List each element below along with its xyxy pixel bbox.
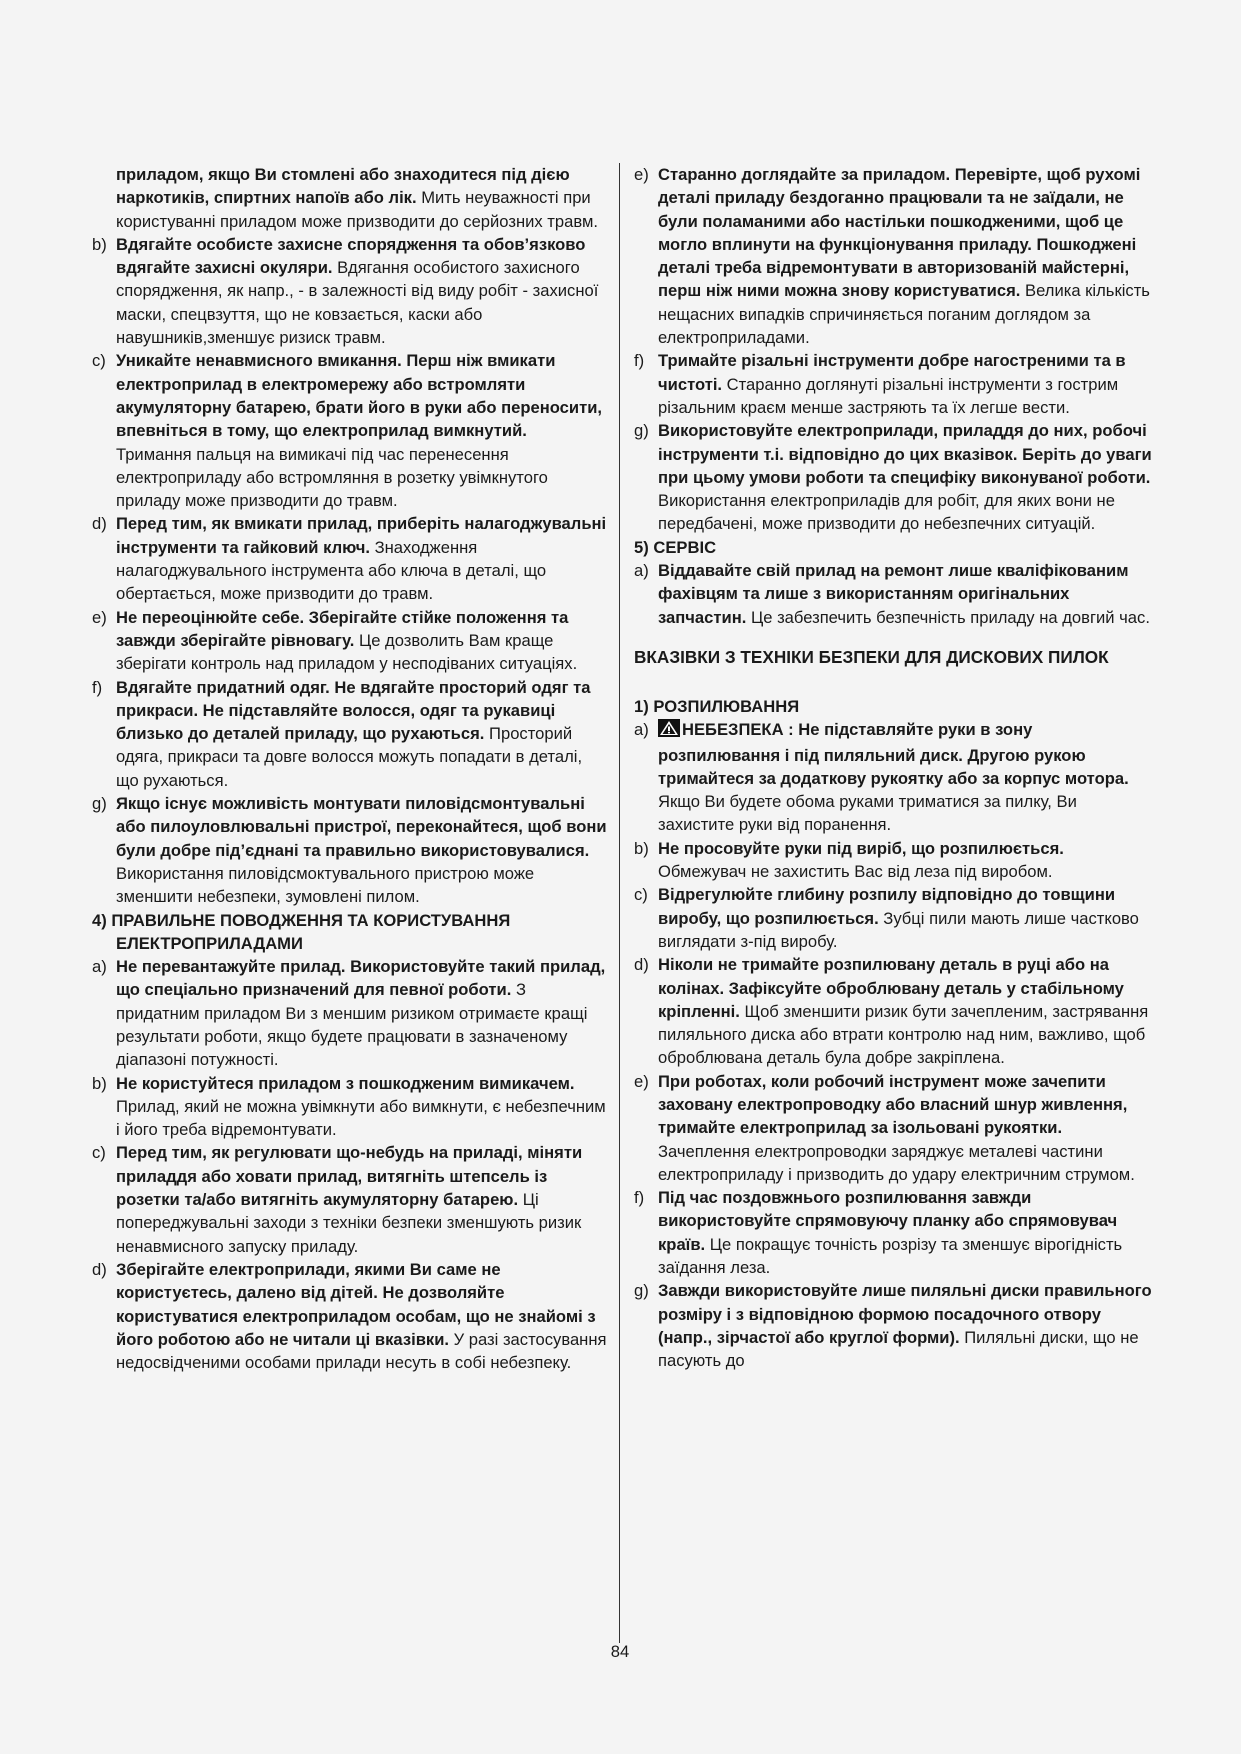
list-item (634, 1279, 1154, 1372)
list-item (634, 349, 1154, 419)
item-bold-text: При роботах, коли робочий інструмент може зачепити заховану електропроводку або власний шнур живлення, тримайте електроприлад за ізольовані рукоятки. (658, 1071, 1128, 1138)
item-bold-text: Зберігайте електроприлади, якими Ви саме не користуєтесь, далено від дітей. Не дозволяйте користуватися електроприладом особам, що не знайомі з його роботою або не читали ці вказівки. (116, 1259, 596, 1349)
item-text: Зачеплення електропроводки заряджує металеві частини електроприладу і призводить до удару електричним струмом. (658, 1141, 1135, 1184)
item-text: Обмежувач не захистить Вас від леза під виробом. (658, 862, 1053, 882)
list-item (634, 837, 1154, 884)
item-bold-text: Завжди використовуйте лише пиляльні диски правильного розміру і з відповідною формою посадочного отвору (напр., зірчастої або круглої форми). (658, 1281, 1152, 1347)
item-text: У разі застосування недосвідченими особами прилади несуть в собі небезпеку. (116, 1329, 607, 1373)
item-text: Вдягання особистого захисного спорядження, як напр., - в залежності від виду робіт - захисної маски, спецвзуття, що не ковзається, каски або навушників,зменшує ризиск травм. (116, 258, 599, 348)
item-text: Щоб зменшити ризик бути зачепленим, застрявання пиляльного диска або втрати контролю над ним, важливо, щоб оброблювана деталь була добре закріплена. (658, 1001, 1149, 1068)
item-letter: e) (634, 165, 649, 184)
item-bold-text: Не перевантажуйте прилад. Використовуйте такий прилад, що спеціально призначений для певної роботи. (116, 957, 606, 1000)
item-text: Зубці пили мають лише частково виглядати з-під виробу. (658, 908, 1139, 951)
item-bold-text: Перед тим, як регулювати що-небудь на приладі, міняти приладдя або ховати прилад, витягніть штепсель із розетки та/або витягніть акумуляторну батарею. (116, 1143, 583, 1210)
item-text: Використання пиловідсмоктувального пристрою може зменшити небезпеки, зумовлені пилом. (116, 863, 535, 907)
list-item (634, 1186, 1154, 1279)
saw-safety-heading: ВКАЗІВКИ З ТЕХНІКИ БЕЗПЕКИ ДЛЯ ДИСКОВИХ ПИЛОК (634, 646, 1109, 667)
right-column (634, 163, 1154, 1373)
warning-label: НЕБЕЗПЕКА : (682, 720, 794, 740)
item-letter: b) (634, 838, 649, 858)
list-item (92, 955, 607, 1071)
list-item (92, 512, 607, 605)
list-item (92, 233, 607, 349)
item-text: Прилад, який не можна увімкнути або вимкнути, є небезпечним і його треба відремонтувати. (116, 1096, 606, 1140)
left-column (92, 163, 607, 1374)
item-letter: c) (92, 351, 106, 371)
item-bold-text: Під час поздовжнього розпилювання завжди використовуйте спрямовуючу планку або спрямовувач країв. (658, 1188, 1118, 1254)
section-5-heading: 5) СЕРВІС (634, 537, 717, 557)
item-letter: f) (634, 351, 645, 371)
item-letter: g) (634, 1281, 649, 1301)
item-bold-text: Старанно доглядайте за приладом. Перевірте, щоб рухомі деталі приладу бездоганно працювали та не заїдали, не були поламаними або настільки пошкодженими, щоб це могло вплинути на функціонування приладу. Пошкоджені деталі треба відремонтувати в авторизованій майстерні, перш ніж ними можна знову користуватися. (658, 165, 1141, 301)
item-letter: c) (92, 1143, 106, 1163)
item-bold-text: Якщо існує можливість монтувати пиловідсмонтувальні або пилоуловлювальні пристрої, переконайтеся, щоб вони були добре під’єднані та правильно використовувалися. (116, 794, 607, 860)
item-bold-text: Не переоцінюйте себе. Зберігайте стійке положення та завжди зберігайте рівновагу. (116, 607, 569, 650)
item-letter: f) (634, 1188, 645, 1208)
list-item (634, 559, 1154, 629)
warning-triangle-icon (658, 719, 680, 743)
item-letter: d) (92, 514, 107, 534)
item-bold-text: Віддавайте свій прилад на ремонт лише кваліфікованим фахівцям та лише з використанням оригінальних запчастин. (658, 561, 1129, 627)
item-text: Це покращує точність розрізу та зменшує вірогідність заїдання леза. (658, 1234, 1123, 1278)
item-letter: b) (92, 1073, 107, 1093)
item-bold-text: Перед тим, як вмикати прилад, приберіть налагоджувальні інструменти та гайковий ключ. (116, 514, 607, 557)
item-text: Це дозволить Вам краще зберігати контроль над приладом у несподіваних ситуаціях. (116, 630, 578, 674)
item-bold-text: Вдягайте придатний одяг. Не вдягайте просторий одяг та прикраси. Не підставляйте волосся, одяг та рукавиці близько до деталей приладу, що рухаються. (116, 677, 591, 744)
item-bold-text: Не користуйтеся приладом з пошкодженим вимикачем. (116, 1073, 575, 1093)
item-letter: c) (634, 885, 648, 905)
item-bold-text: Уникайте ненавмисного вмикання. Перш ніж вмикати електроприлад в електромережу або встромляти акумуляторну батарею, брати його в руки або переносити, впевніться в тому, що електроприлад вимкнутий. (116, 351, 603, 441)
item-text: Якщо Ви будете обома руками триматися за пилку, Ви захистите руки від поранення. (658, 792, 1077, 835)
list-item (634, 1070, 1154, 1186)
item-list-section-3 (92, 233, 607, 909)
list-item (634, 953, 1154, 1069)
list-item (92, 676, 607, 792)
item-list-section-1 (634, 837, 1154, 1373)
list-item (92, 349, 607, 512)
item-letter: a) (92, 957, 107, 977)
item-letter: d) (92, 1259, 107, 1279)
list-item (92, 792, 607, 908)
item-text: Мить неуважності при користуванні приладом може призводити до серйозних травм. (116, 188, 599, 231)
item-bold-text: приладом, якщо Ви стомлені або знаходитеся під дією наркотиків, спиртних напоїв або лік. (116, 165, 570, 208)
list-item-danger (634, 718, 1154, 836)
item-list-section-4 (92, 955, 607, 1374)
item-text: З придатним приладом Ви з меншим ризиком отримаєте кращі результати роботи, якщо будете працювати в зазначеному діапазоні потужності. (116, 980, 588, 1070)
item-bold-text: Ніколи не тримайте розпилювану деталь в руці або на колінах. Зафіксуйте оброблювану деталь у стабільному кріпленні. (658, 955, 1124, 1021)
item-text: Це забезпечить безпечність приладу на довгий час. (746, 607, 1150, 627)
item-list-section-5 (634, 559, 1154, 629)
list-item (634, 163, 1154, 349)
item-text: Велика кількість нещасних випадків спричиняється поганим доглядом за електроприладами. (658, 281, 1150, 348)
item-text: Пиляльні диски, що не пасують до (658, 1327, 1139, 1371)
item-letter: f) (92, 677, 103, 697)
item-text: Ці попереджувальні заходи з техніки безпеки зменшують ризик ненавмисного запуску приладу. (116, 1190, 582, 1256)
section-4-heading: 4) ПРАВИЛЬНЕ ПОВОДЖЕННЯ ТА КОРИСТУВАННЯ ЕЛЕКТРОПРИЛАДАМИ (92, 910, 511, 953)
item-text: Старанно доглянуті різальні інструменти з гострим різальним краєм менше застряють та їх легше вести. (658, 374, 1119, 417)
page-number: 84 (610, 1642, 630, 1661)
list-item (92, 1072, 607, 1142)
item-bold-text: Тримайте різальні інструменти добре нагостреними та в чистоті. (658, 351, 1126, 394)
list-item (92, 606, 607, 676)
item-letter: a) (634, 720, 649, 740)
list-item (92, 1258, 607, 1374)
item-bold-text: Використовуйте електроприлади, приладдя до них, робочі інструменти т.і. відповідно до цих вказівок. Беріть до уваги при цьому умови роботи та специфіку виконуваної роботи. (658, 421, 1152, 487)
item-bold-text: Не підставляйте руки в зону розпилювання і під пиляльний диск. Другою рукою тримайтеся за додаткову рукоятку або за корпус мотора. (658, 720, 1129, 788)
item-bold-text: Вдягайте особисте захисне спорядження та обов’язково вдягайте захисні окуляри. (116, 234, 586, 278)
item-text: Просторий одяга, прикраси та довге волосся можуть попадати в деталі, що рухаються. (116, 724, 583, 790)
list-item (634, 883, 1154, 953)
item-letter: g) (92, 794, 107, 814)
item-letter: g) (634, 421, 649, 441)
item-letter: e) (92, 607, 107, 627)
item-text: Використання електроприладів для робіт, для яких вони не передбачені, може призводити до небезпечних ситуацій. (658, 491, 1115, 534)
item-letter: d) (634, 955, 649, 975)
item-letter: e) (634, 1071, 649, 1091)
item-letter: b) (92, 234, 107, 254)
item-letter: a) (634, 561, 649, 581)
item-text: Тримання пальця на вимикачі під час перенесення електроприладу або встромляння в розетку увімкнутого приладу може призводити до травм. (116, 444, 548, 511)
section-1-heading: 1) РОЗПИЛЮВАННЯ (634, 696, 800, 716)
list-item (634, 419, 1154, 535)
item-text: Знаходження налагоджувального інструмента або ключа в деталі, що обертається, може призводити до травм. (116, 537, 547, 604)
column-divider (619, 163, 620, 1643)
item-bold-text: Відрегулюйте глибину розпилу відповідно до товщини виробу, що розпилюється. (658, 885, 1116, 928)
list-item (92, 1141, 607, 1257)
item-list-section-4-cont (634, 163, 1154, 536)
item-bold-text: Не просовуйте руки під виріб, що розпилюється. (658, 838, 1064, 858)
continued-item (92, 163, 607, 233)
